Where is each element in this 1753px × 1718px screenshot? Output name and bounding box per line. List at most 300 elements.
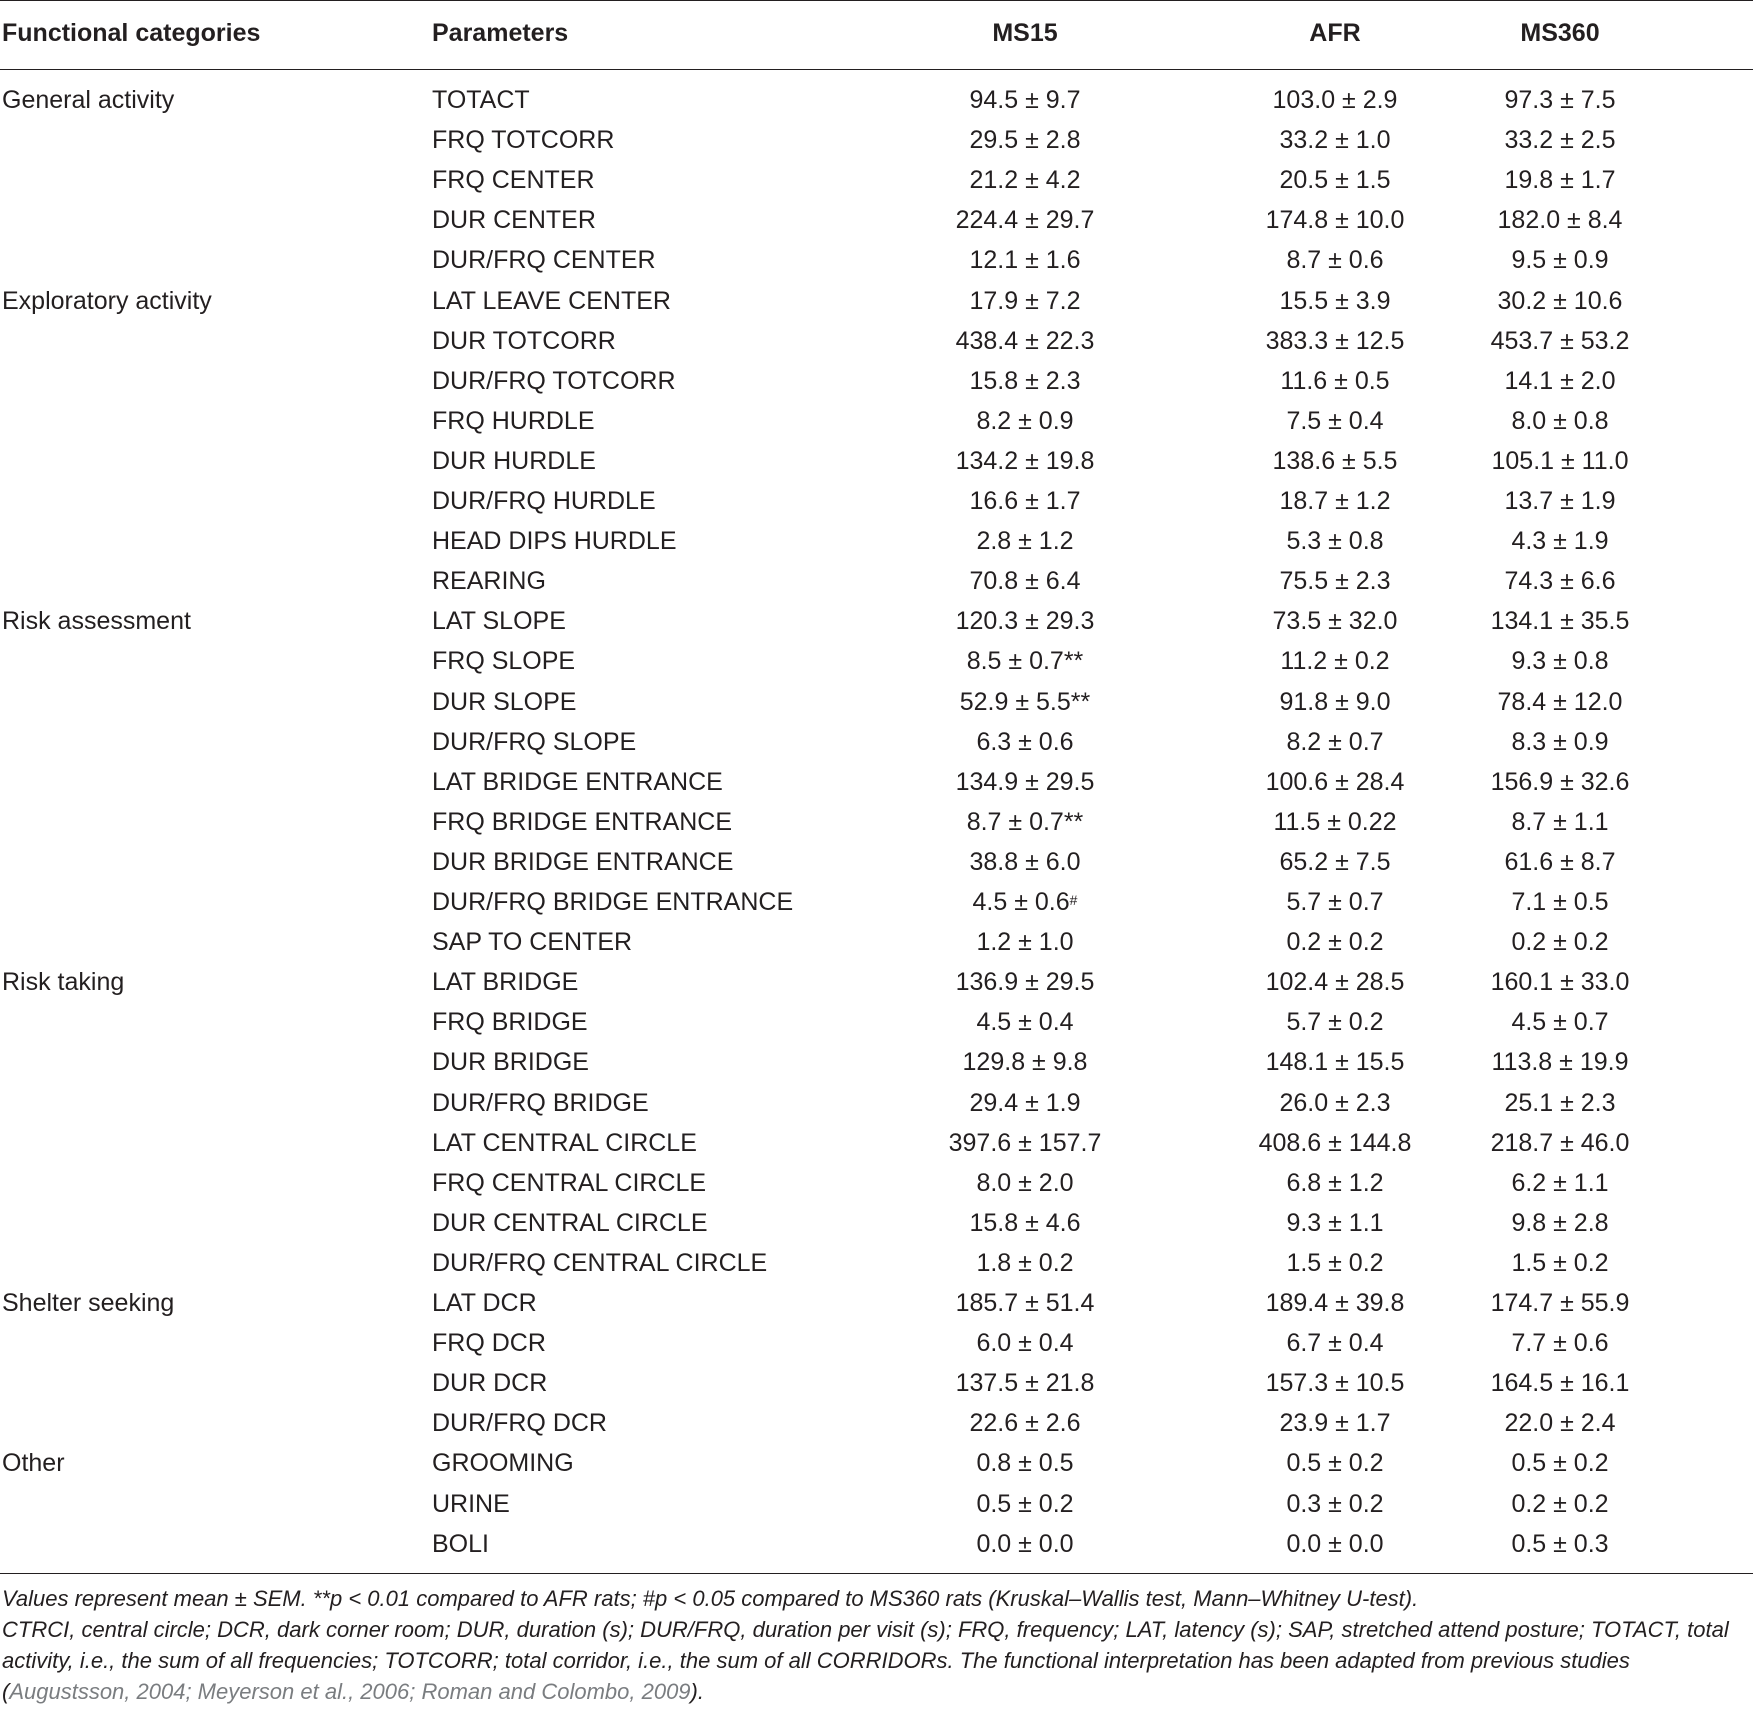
ms360-cell-text: 61.6 ± 8.7 (1504, 848, 1616, 876)
parameter-cell-text: DUR CENTRAL CIRCLE (432, 1209, 708, 1237)
ms15-cell (910, 1443, 1140, 1483)
ms15-cell-text: 438.4 ± 22.3 (955, 327, 1095, 355)
ms15-cell (910, 281, 1140, 321)
significance-mark: # (1069, 892, 1078, 908)
ms360-cell (1445, 1403, 1675, 1443)
ms360-cell (1445, 1163, 1675, 1203)
ms360-cell-text: 33.2 ± 2.5 (1504, 126, 1616, 154)
afr-cell (1220, 762, 1450, 802)
table-row (0, 1203, 1753, 1243)
parameter-cell (432, 441, 596, 481)
ms15-cell (910, 361, 1140, 401)
parameter-cell-text: DUR/FRQ BRIDGE (432, 1089, 649, 1117)
parameter-cell-text: FRQ CENTER (432, 166, 595, 194)
parameter-cell (432, 1002, 588, 1042)
table-row (0, 481, 1753, 521)
afr-cell-text: 0.0 ± 0.0 (1286, 1530, 1384, 1558)
afr-cell (1220, 882, 1450, 922)
ms360-cell-text: 97.3 ± 7.5 (1504, 86, 1616, 114)
ms15-cell-text: 16.6 ± 1.7 (969, 487, 1081, 515)
ms15-cell-text: 397.6 ± 157.7 (948, 1129, 1102, 1157)
table-row (0, 521, 1753, 561)
header-afr: AFR (1309, 19, 1361, 47)
afr-cell-text: 33.2 ± 1.0 (1279, 126, 1391, 154)
parameter-cell-text: BOLI (432, 1530, 489, 1558)
afr-cell (1220, 1163, 1450, 1203)
afr-cell (1220, 1443, 1450, 1483)
afr-cell-text: 157.3 ± 10.5 (1265, 1369, 1405, 1397)
afr-cell-text: 5.7 ± 0.2 (1286, 1008, 1384, 1036)
afr-cell-text: 91.8 ± 9.0 (1279, 688, 1391, 716)
footnote-citations: Augustsson, 2004; Meyerson et al., 2006; Roman and Colombo, 2009 (9, 1679, 691, 1704)
afr-cell (1220, 1203, 1450, 1243)
table-row (0, 321, 1753, 361)
parameter-cell-text: URINE (432, 1490, 510, 1518)
afr-cell-text: 7.5 ± 0.4 (1286, 407, 1384, 435)
ms15-cell (910, 922, 1140, 962)
ms15-cell (910, 842, 1140, 882)
afr-cell-text: 1.5 ± 0.2 (1286, 1249, 1384, 1277)
parameter-cell (432, 722, 636, 762)
ms15-cell-text: 120.3 ± 29.3 (955, 607, 1095, 635)
parameter-cell (432, 922, 632, 962)
ms360-cell-text: 182.0 ± 8.4 (1497, 206, 1623, 234)
ms15-cell (910, 802, 1140, 842)
footnote-abbreviations (2, 1614, 1752, 1707)
ms15-cell-text: 17.9 ± 7.2 (969, 287, 1081, 315)
ms360-cell (1445, 922, 1675, 962)
parameter-cell (432, 321, 616, 361)
table-row (0, 641, 1753, 681)
category-cell-text: General activity (2, 86, 175, 114)
parameter-cell-text: LAT LEAVE CENTER (432, 287, 671, 315)
table-row (0, 1323, 1753, 1363)
ms15-cell-text: 29.4 ± 1.9 (969, 1089, 1081, 1117)
afr-cell (1220, 601, 1450, 641)
ms15-cell-text: 21.2 ± 4.2 (969, 166, 1081, 194)
afr-cell-text: 20.5 ± 1.5 (1279, 166, 1391, 194)
ms15-cell (910, 321, 1140, 361)
parameter-cell-text: DUR TOTCORR (432, 327, 616, 355)
ms360-cell-text: 4.5 ± 0.7 (1511, 1008, 1609, 1036)
table-row (0, 1123, 1753, 1163)
ms15-cell-text: 8.2 ± 0.9 (976, 407, 1074, 435)
parameter-cell-text: LAT BRIDGE (432, 968, 579, 996)
ms360-cell-text: 74.3 ± 6.6 (1504, 567, 1616, 595)
ms15-cell (910, 1123, 1140, 1163)
ms15-cell (910, 120, 1140, 160)
ms15-cell-text: 70.8 ± 6.4 (969, 567, 1081, 595)
parameter-cell-text: DUR/FRQ SLOPE (432, 728, 637, 756)
afr-cell (1220, 842, 1450, 882)
parameter-cell-text: DUR/FRQ HURDLE (432, 487, 656, 515)
parameter-cell-text: DUR DCR (432, 1369, 548, 1397)
table-footnotes (2, 1583, 1752, 1707)
table-row (0, 80, 1753, 120)
ms360-cell (1445, 641, 1675, 681)
afr-cell (1220, 1524, 1450, 1564)
table-row (0, 200, 1753, 240)
ms360-cell-text: 174.7 ± 55.9 (1490, 1289, 1630, 1317)
ms360-cell (1445, 240, 1675, 280)
table-row (0, 722, 1753, 762)
ms360-cell (1445, 401, 1675, 441)
category-cell-text: Risk taking (2, 968, 125, 996)
ms360-cell-text: 19.8 ± 1.7 (1504, 166, 1616, 194)
parameter-cell (432, 1283, 537, 1323)
table-row (0, 922, 1753, 962)
table-row (0, 401, 1753, 441)
parameter-cell-text: DUR BRIDGE (432, 1048, 589, 1076)
parameter-cell (432, 1524, 489, 1564)
ms360-cell (1445, 1443, 1675, 1483)
afr-cell-text: 0.2 ± 0.2 (1286, 928, 1384, 956)
ms15-cell (910, 641, 1140, 681)
afr-cell-text: 408.6 ± 144.8 (1258, 1129, 1412, 1157)
parameter-cell (432, 1042, 589, 1082)
ms15-cell-text: 0.8 ± 0.5 (976, 1449, 1074, 1477)
table-row (0, 361, 1753, 401)
ms15-cell-text: 2.8 ± 1.2 (976, 527, 1074, 555)
ms15-cell (910, 962, 1140, 1002)
parameter-cell-text: DUR/FRQ TOTCORR (432, 367, 676, 395)
parameter-cell-text: DUR CENTER (432, 206, 596, 234)
ms15-cell (910, 1524, 1140, 1564)
afr-cell-text: 138.6 ± 5.5 (1272, 447, 1398, 475)
afr-cell-text: 15.5 ± 3.9 (1279, 287, 1391, 315)
ms15-cell-text: 134.9 ± 29.5 (955, 768, 1095, 796)
category-cell (2, 962, 124, 1002)
ms15-cell-text: 6.0 ± 0.4 (976, 1329, 1074, 1357)
ms15-cell (910, 1283, 1140, 1323)
afr-cell (1220, 1403, 1450, 1443)
ms360-cell (1445, 321, 1675, 361)
parameter-cell (432, 361, 676, 401)
parameter-cell-text: LAT BRIDGE ENTRANCE (432, 768, 723, 796)
ms360-cell (1445, 882, 1675, 922)
table-row (0, 1403, 1753, 1443)
ms15-cell-text: 8.5 ± 0.7** (966, 647, 1084, 675)
table-row (0, 1484, 1753, 1524)
ms15-cell-text: 15.8 ± 4.6 (969, 1209, 1081, 1237)
afr-cell (1220, 1123, 1450, 1163)
table-row (0, 1363, 1753, 1403)
afr-cell (1220, 200, 1450, 240)
ms15-cell-text: 52.9 ± 5.5** (959, 688, 1091, 716)
afr-cell (1220, 922, 1450, 962)
parameter-cell (432, 1363, 547, 1403)
table-row (0, 281, 1753, 321)
parameter-cell (432, 882, 793, 922)
ms15-cell (910, 682, 1140, 722)
parameter-cell-text: FRQ DCR (432, 1329, 546, 1357)
afr-cell-text: 11.6 ± 0.5 (1280, 367, 1390, 395)
table-row (0, 240, 1753, 280)
ms15-cell (910, 401, 1140, 441)
afr-cell-text: 75.5 ± 2.3 (1279, 567, 1391, 595)
ms360-cell-text: 4.3 ± 1.9 (1511, 527, 1609, 555)
afr-cell-text: 189.4 ± 39.8 (1265, 1289, 1405, 1317)
category-cell-text: Shelter seeking (2, 1289, 175, 1317)
parameter-cell-text: FRQ BRIDGE ENTRANCE (432, 808, 733, 836)
parameter-cell (432, 601, 566, 641)
ms360-cell-text: 8.3 ± 0.9 (1511, 728, 1609, 756)
parameter-cell-text: DUR/FRQ DCR (432, 1409, 607, 1437)
ms15-cell-text: 22.6 ± 2.6 (969, 1409, 1081, 1437)
parameter-cell-text: DUR SLOPE (432, 688, 577, 716)
ms15-cell-text: 136.9 ± 29.5 (955, 968, 1095, 996)
afr-cell (1220, 521, 1450, 561)
ms360-cell (1445, 441, 1675, 481)
table-row (0, 1524, 1753, 1564)
ms360-cell-text: 453.7 ± 53.2 (1490, 327, 1630, 355)
ms15-cell-text: 8.7 ± 0.7** (966, 808, 1084, 836)
table-row (0, 802, 1753, 842)
ms360-cell (1445, 521, 1675, 561)
parameter-cell-text: LAT DCR (432, 1289, 537, 1317)
ms360-cell-text: 6.2 ± 1.1 (1511, 1169, 1609, 1197)
afr-cell (1220, 1002, 1450, 1042)
afr-cell (1220, 641, 1450, 681)
table-top-rule (0, 0, 1753, 1)
parameter-cell (432, 481, 656, 521)
parameter-cell (432, 682, 576, 722)
category-cell-text: Other (2, 1449, 65, 1477)
parameter-cell (432, 1443, 574, 1483)
afr-cell (1220, 802, 1450, 842)
table-row (0, 120, 1753, 160)
footnote-abbreviations-text: CTRCI, central circle; DCR, dark corner room; DUR, duration (s); DUR/FRQ, duration per visit (s); FRQ, frequency; LAT, latency (s); SAP, stretched attend posture; TOTACT, total activity, i.e., the sum of all frequencies; TOTCORR; total corridor, i.e., the sum of all CORRIDORs. The functional interpretation has been adapted from previous studies ( (2, 1617, 1729, 1704)
ms15-cell-text: 134.2 ± 19.8 (955, 447, 1095, 475)
afr-cell (1220, 1083, 1450, 1123)
ms360-cell-text: 164.5 ± 16.1 (1490, 1369, 1630, 1397)
afr-cell-text: 8.2 ± 0.7 (1286, 728, 1384, 756)
ms15-cell-text: 224.4 ± 29.7 (955, 206, 1095, 234)
ms15-cell-text: 137.5 ± 21.8 (955, 1369, 1095, 1397)
parameter-cell-text: GROOMING (432, 1449, 574, 1477)
afr-cell-text: 11.2 ± 0.2 (1280, 647, 1390, 675)
afr-cell (1220, 160, 1450, 200)
parameter-cell (432, 120, 614, 160)
ms15-cell-text: 29.5 ± 2.8 (969, 126, 1081, 154)
table-row (0, 1163, 1753, 1203)
ms360-cell (1445, 1083, 1675, 1123)
ms360-cell (1445, 722, 1675, 762)
ms15-cell (910, 882, 1140, 922)
parameter-cell-text: FRQ HURDLE (432, 407, 595, 435)
ms15-cell (910, 521, 1140, 561)
parameter-cell (432, 1323, 546, 1363)
parameter-cell-text: REARING (432, 567, 546, 595)
ms360-cell (1445, 762, 1675, 802)
ms360-cell-text: 0.5 ± 0.2 (1511, 1449, 1609, 1477)
parameter-cell-text: FRQ TOTCORR (432, 126, 615, 154)
ms360-cell-text: 1.5 ± 0.2 (1511, 1249, 1609, 1277)
ms360-cell (1445, 1524, 1675, 1564)
ms360-cell (1445, 1243, 1675, 1283)
afr-cell (1220, 682, 1450, 722)
ms360-cell (1445, 281, 1675, 321)
afr-cell (1220, 1363, 1450, 1403)
ms15-cell-text: 185.7 ± 51.4 (955, 1289, 1095, 1317)
ms15-cell (910, 441, 1140, 481)
table-row (0, 1243, 1753, 1283)
ms360-cell-text: 113.8 ± 19.9 (1491, 1048, 1629, 1076)
afr-cell-text: 5.7 ± 0.7 (1286, 888, 1384, 916)
afr-cell (1220, 1484, 1450, 1524)
afr-cell (1220, 722, 1450, 762)
ms360-cell-text: 160.1 ± 33.0 (1490, 968, 1630, 996)
ms15-cell (910, 1243, 1140, 1283)
ms15-cell-text: 0.0 ± 0.0 (976, 1530, 1074, 1558)
ms15-cell (910, 762, 1140, 802)
parameter-cell (432, 641, 575, 681)
ms15-cell (910, 1203, 1140, 1243)
afr-cell-text: 5.3 ± 0.8 (1286, 527, 1384, 555)
afr-cell-text: 102.4 ± 28.5 (1265, 968, 1405, 996)
table-row (0, 682, 1753, 722)
ms15-cell-text: 4.5 ± 0.4 (976, 1008, 1074, 1036)
afr-cell (1220, 1283, 1450, 1323)
parameter-cell (432, 1203, 708, 1243)
parameter-cell (432, 561, 546, 601)
ms360-cell (1445, 802, 1675, 842)
ms360-cell-text: 30.2 ± 10.6 (1497, 287, 1623, 315)
ms360-cell-text: 7.1 ± 0.5 (1511, 888, 1609, 916)
ms360-cell (1445, 1123, 1675, 1163)
ms360-cell-text: 78.4 ± 12.0 (1497, 688, 1623, 716)
ms360-cell-text: 8.0 ± 0.8 (1511, 407, 1609, 435)
ms360-cell (1445, 561, 1675, 601)
ms360-cell-text: 218.7 ± 46.0 (1490, 1129, 1630, 1157)
ms15-cell-text: 12.1 ± 1.6 (969, 246, 1081, 274)
parameter-cell-text: DUR/FRQ BRIDGE ENTRANCE (432, 888, 794, 916)
parameter-cell-text: FRQ SLOPE (432, 647, 576, 675)
ms15-cell (910, 1403, 1140, 1443)
ms15-cell (910, 80, 1140, 120)
ms360-cell-text: 9.5 ± 0.9 (1511, 246, 1609, 274)
table-row (0, 160, 1753, 200)
table-row (0, 1083, 1753, 1123)
afr-cell-text: 174.8 ± 10.0 (1265, 206, 1405, 234)
ms360-cell (1445, 1042, 1675, 1082)
afr-cell (1220, 481, 1450, 521)
ms360-cell (1445, 80, 1675, 120)
afr-cell-text: 9.3 ± 1.1 (1286, 1209, 1384, 1237)
parameter-cell (432, 240, 656, 280)
parameter-cell (432, 762, 723, 802)
ms360-cell (1445, 962, 1675, 1002)
table-row (0, 1443, 1753, 1483)
ms360-cell (1445, 601, 1675, 641)
ms360-cell-text: 7.7 ± 0.6 (1511, 1329, 1609, 1357)
ms360-cell (1445, 120, 1675, 160)
afr-cell (1220, 962, 1450, 1002)
ms15-cell (910, 601, 1140, 641)
ms15-cell (910, 1002, 1140, 1042)
afr-cell (1220, 1042, 1450, 1082)
ms360-cell (1445, 1203, 1675, 1243)
ms15-cell-text: 1.2 ± 1.0 (976, 928, 1074, 956)
ms15-cell-text: 94.5 ± 9.7 (969, 86, 1081, 114)
category-cell (2, 1283, 174, 1323)
table-row (0, 962, 1753, 1002)
parameter-cell-text: SAP TO CENTER (432, 928, 633, 956)
afr-cell-text: 26.0 ± 2.3 (1279, 1089, 1391, 1117)
ms15-cell (910, 1484, 1140, 1524)
afr-cell-text: 6.8 ± 1.2 (1286, 1169, 1384, 1197)
ms360-cell-text: 0.2 ± 0.2 (1511, 928, 1609, 956)
ms360-cell (1445, 361, 1675, 401)
parameter-cell-text: DUR BRIDGE ENTRANCE (432, 848, 734, 876)
table-row (0, 441, 1753, 481)
parameter-cell-text: LAT CENTRAL CIRCLE (432, 1129, 697, 1157)
ms360-cell-text: 13.7 ± 1.9 (1504, 487, 1616, 515)
ms15-cell-text: 6.3 ± 0.6 (976, 728, 1074, 756)
ms15-cell (910, 1323, 1140, 1363)
ms360-cell-text: 14.1 ± 2.0 (1504, 367, 1616, 395)
ms15-cell (910, 200, 1140, 240)
afr-cell-text: 6.7 ± 0.4 (1286, 1329, 1384, 1357)
ms360-cell (1445, 1363, 1675, 1403)
parameter-cell (432, 1163, 706, 1203)
ms15-cell (910, 1042, 1140, 1082)
ms15-cell-text: 0.5 ± 0.2 (976, 1490, 1074, 1518)
header-ms15: MS15 (992, 19, 1058, 47)
ms360-cell (1445, 481, 1675, 521)
ms15-cell (910, 240, 1140, 280)
afr-cell (1220, 401, 1450, 441)
ms360-cell-text: 25.1 ± 2.3 (1504, 1089, 1616, 1117)
parameter-cell-text: TOTACT (432, 86, 530, 114)
parameter-cell (432, 521, 677, 561)
header-parameters: Parameters (432, 19, 569, 47)
header-ms360: MS360 (1520, 19, 1600, 47)
afr-cell-text: 0.3 ± 0.2 (1286, 1490, 1384, 1518)
footnote-end: ). (690, 1679, 704, 1704)
parameter-cell (432, 1243, 767, 1283)
afr-cell (1220, 120, 1450, 160)
parameter-cell (432, 281, 671, 321)
afr-cell-text: 18.7 ± 1.2 (1279, 487, 1391, 515)
category-cell (2, 1443, 65, 1483)
parameter-cell-text: FRQ BRIDGE (432, 1008, 588, 1036)
afr-cell-text: 383.3 ± 12.5 (1265, 327, 1405, 355)
category-cell-text: Risk assessment (2, 607, 191, 635)
table-row (0, 601, 1753, 641)
parameter-cell (432, 401, 595, 441)
parameter-cell (432, 802, 732, 842)
ms15-cell (910, 160, 1140, 200)
category-cell (2, 281, 212, 321)
ms360-cell-text: 134.1 ± 35.5 (1490, 607, 1630, 635)
afr-cell-text: 11.5 ± 0.22 (1273, 808, 1397, 836)
category-cell (2, 80, 174, 120)
afr-cell (1220, 561, 1450, 601)
ms360-cell-text: 0.2 ± 0.2 (1511, 1490, 1609, 1518)
ms360-cell-text: 9.8 ± 2.8 (1511, 1209, 1609, 1237)
table-row (0, 882, 1753, 922)
parameter-cell-text: DUR/FRQ CENTER (432, 246, 656, 274)
parameter-cell-text: DUR/FRQ CENTRAL CIRCLE (432, 1249, 768, 1277)
ms15-cell (910, 722, 1140, 762)
ms360-cell-text: 22.0 ± 2.4 (1504, 1409, 1616, 1437)
afr-cell (1220, 361, 1450, 401)
table-row (0, 842, 1753, 882)
afr-cell (1220, 1323, 1450, 1363)
parameter-cell (432, 1484, 510, 1524)
header-functional-categories: Functional categories (2, 19, 261, 47)
